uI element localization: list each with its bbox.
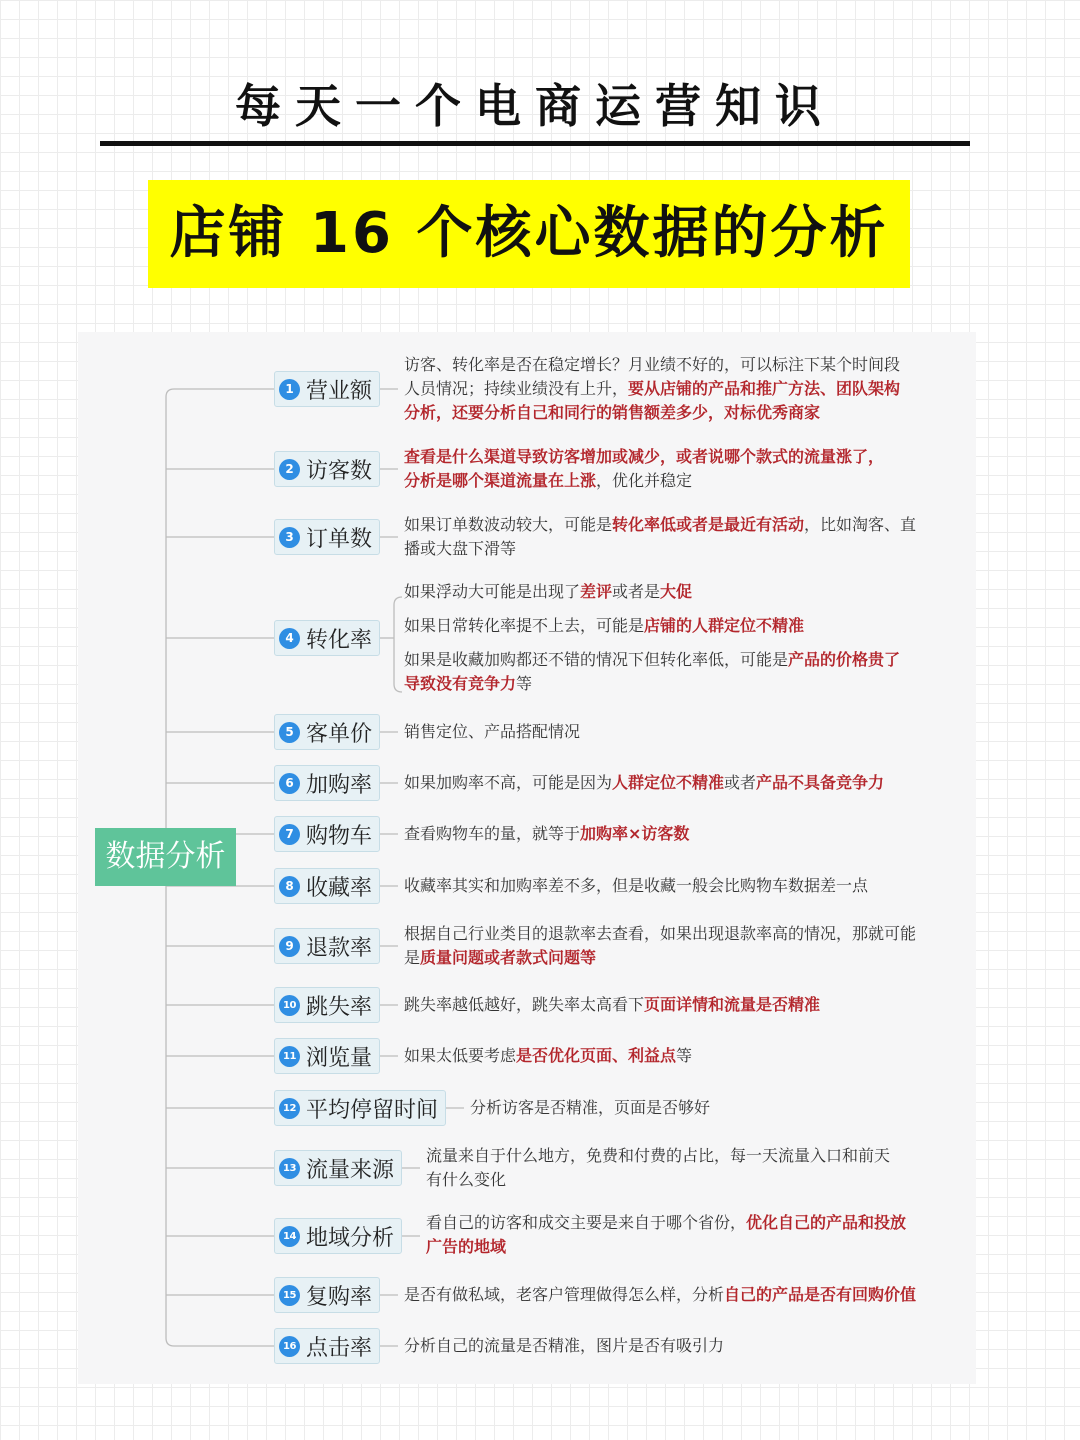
description-text: 如果日常转化率提不上去，可能是 (404, 616, 645, 635)
branch-node (274, 371, 380, 407)
highlight-text: 分析，还要分析自己和同行的销售额差多少，对标优秀商家 (404, 403, 821, 422)
branch-node (274, 1218, 402, 1254)
description-line (404, 822, 960, 846)
branch-description (404, 1283, 960, 1307)
branch-description (404, 822, 960, 846)
number-badge: 11 (279, 1046, 300, 1067)
branch-label: 转化率 (306, 627, 373, 653)
description-line (404, 1044, 960, 1068)
description-text: 分析自己的流量是否精准，图片是否有吸引力 (404, 1336, 725, 1355)
description-text: 看自己的访客和成交主要是来自于哪个省份， (426, 1213, 747, 1232)
highlight-text: 转化率低或者是最近有活动 (612, 515, 805, 534)
branch-label: 收藏率 (306, 875, 373, 901)
branch-label: 购物车 (306, 823, 373, 849)
branch-label: 跳失率 (306, 994, 373, 1020)
number-badge: 1 (279, 379, 300, 400)
highlight-text: 产品的价格贵了 (788, 650, 901, 669)
description-text: 分析访客是否精准，页面是否够好 (470, 1098, 711, 1117)
description-text: 查看购物车的量，就等于 (404, 824, 581, 843)
description-line (404, 1334, 960, 1358)
description-text: 如果浮动大可能是出现了 (404, 582, 581, 601)
highlight-text: 差评 (580, 582, 613, 601)
number-badge: 4 (279, 628, 300, 649)
branch-node (274, 1150, 402, 1186)
branch-label: 浏览量 (306, 1045, 373, 1071)
branch-description (404, 922, 960, 970)
branch-label: 平均停留时间 (306, 1097, 439, 1123)
number-badge: 12 (279, 1098, 300, 1119)
branch-node (274, 1038, 380, 1074)
branch-node (274, 1328, 380, 1364)
highlight-text: 是否优化页面、利益点 (516, 1046, 677, 1065)
number-badge: 16 (279, 1336, 300, 1357)
mindmap-root: 数据分析 (95, 828, 236, 886)
number-badge: 15 (279, 1285, 300, 1306)
description-line (426, 1211, 960, 1235)
description-line (404, 580, 960, 604)
branch-node (274, 868, 380, 904)
description-line (404, 469, 960, 493)
branch-description (404, 771, 960, 795)
description-text: 流量来自于什么地方，免费和付费的占比，每一天流量入口和前天 (426, 1146, 891, 1165)
branch-node (274, 1090, 446, 1126)
highlight-text: 广告的地域 (426, 1237, 507, 1256)
description-text: 跳失率越低越好，跳失率太高看下 (404, 995, 645, 1014)
highlight-text: 自己的产品是否有回购价值 (724, 1285, 917, 1304)
highlight-text: 加购率×访客数 (580, 824, 690, 843)
number-badge: 5 (279, 722, 300, 743)
branch-description (404, 993, 960, 1017)
branch-label: 加购率 (306, 772, 373, 798)
branch-label: 营业额 (306, 378, 373, 404)
number-badge: 2 (279, 459, 300, 480)
banner-title: 店铺 16 个核心数据的分析 (169, 201, 889, 266)
description-line (404, 614, 960, 638)
description-text: 销售定位、产品搭配情况 (404, 722, 581, 741)
branch-label: 客单价 (306, 721, 373, 747)
highlight-text: 大促 (660, 582, 693, 601)
description-line (404, 401, 960, 425)
description-line (426, 1235, 960, 1259)
title-banner (148, 180, 910, 288)
number-badge: 9 (279, 936, 300, 957)
branch-node (274, 816, 380, 852)
branch-node (274, 987, 380, 1023)
description-line (404, 377, 960, 401)
description-text: 如果加购率不高，可能是因为 (404, 773, 613, 792)
branch-node (274, 1277, 380, 1313)
description-text: 或者 (724, 773, 757, 792)
branch-description (470, 1096, 960, 1120)
branch-description (404, 1044, 960, 1068)
branch-node (274, 519, 380, 555)
description-line (404, 720, 960, 744)
description-line (404, 445, 960, 469)
description-line (404, 993, 960, 1017)
branch-node (274, 451, 380, 487)
description-text: 或者是 (612, 582, 661, 601)
description-text: 等 (516, 674, 533, 693)
highlight-text: 优化自己的产品和投放 (746, 1213, 907, 1232)
branch-description (404, 353, 960, 425)
highlight-text: 产品不具备竞争力 (756, 773, 885, 792)
description-line (404, 672, 960, 696)
branch-label: 订单数 (306, 526, 373, 552)
description-line (404, 946, 960, 970)
highlight-text: 店铺的人群定位不精准 (644, 616, 805, 635)
branch-description (426, 1144, 960, 1192)
page-header-title: 每天一个电商运营知识 (235, 79, 835, 133)
branch-node (274, 714, 380, 750)
branch-label: 点击率 (306, 1335, 373, 1361)
description-line (426, 1168, 960, 1192)
branch-description (404, 513, 960, 561)
branch-node (274, 928, 380, 964)
description-line (404, 922, 960, 946)
branch-description (404, 580, 960, 696)
branch-description (404, 874, 960, 898)
description-line (404, 537, 960, 561)
highlight-text: 人群定位不精准 (612, 773, 725, 792)
number-badge: 3 (279, 527, 300, 548)
description-text: 如果订单数波动较大，可能是 (404, 515, 613, 534)
highlight-text: 导致没有竞争力 (404, 674, 517, 693)
branch-label: 流量来源 (306, 1157, 395, 1183)
highlight-text: 分析是哪个渠道流量在上涨 (404, 471, 597, 490)
description-text: 等 (676, 1046, 693, 1065)
branch-description (404, 720, 960, 744)
branch-label: 访客数 (306, 458, 373, 484)
description-line (470, 1096, 960, 1120)
branch-node (274, 765, 380, 801)
description-line (404, 648, 960, 672)
branch-description (426, 1211, 960, 1259)
highlight-text: 要从店铺的产品和推广方法、团队架构 (628, 379, 901, 398)
branch-label: 地域分析 (306, 1225, 395, 1251)
description-text: 如果太低要考虑 (404, 1046, 517, 1065)
number-badge: 7 (279, 824, 300, 845)
description-line (404, 353, 960, 377)
header-divider (100, 141, 970, 146)
description-text: 人员情况；持续业绩没有上升， (404, 379, 629, 398)
description-line (404, 1283, 960, 1307)
number-badge: 10 (279, 995, 300, 1016)
branch-description (404, 1334, 960, 1358)
description-text: 如果是收藏加购都还不错的情况下但转化率低，可能是 (404, 650, 789, 669)
branch-node (274, 620, 380, 656)
number-badge: 8 (279, 876, 300, 897)
description-line (426, 1144, 960, 1168)
number-badge: 13 (279, 1158, 300, 1179)
branch-label: 复购率 (306, 1284, 373, 1310)
description-line (404, 513, 960, 537)
number-badge: 14 (279, 1226, 300, 1247)
branch-description (404, 445, 960, 493)
highlight-text: 查看是什么渠道导致访客增加或减少，或者说哪个款式的流量涨了， (404, 447, 885, 466)
description-text: ，优化并稳定 (596, 471, 693, 490)
description-text: 播或大盘下滑等 (404, 539, 517, 558)
description-line (404, 771, 960, 795)
highlight-text: 页面详情和流量是否精准 (644, 995, 821, 1014)
description-text: 有什么变化 (426, 1170, 507, 1189)
description-text: 是否有做私域，老客户管理做得怎么样，分析 (404, 1285, 725, 1304)
number-badge: 6 (279, 773, 300, 794)
description-text: 访客、转化率是否在稳定增长？月业绩不好的，可以标注下某个时间段 (404, 355, 901, 374)
description-text: 是 (404, 948, 421, 967)
branch-label: 退款率 (306, 935, 373, 961)
highlight-text: 质量问题或者款式问题等 (420, 948, 597, 967)
description-text: 根据自己行业类目的退款率去查看，如果出现退款率高的情况，那就可能 (404, 924, 917, 943)
description-text: ，比如淘客、直 (804, 515, 917, 534)
description-line (404, 874, 960, 898)
description-text: 收藏率其实和加购率差不多，但是收藏一般会比购物车数据差一点 (404, 876, 869, 895)
